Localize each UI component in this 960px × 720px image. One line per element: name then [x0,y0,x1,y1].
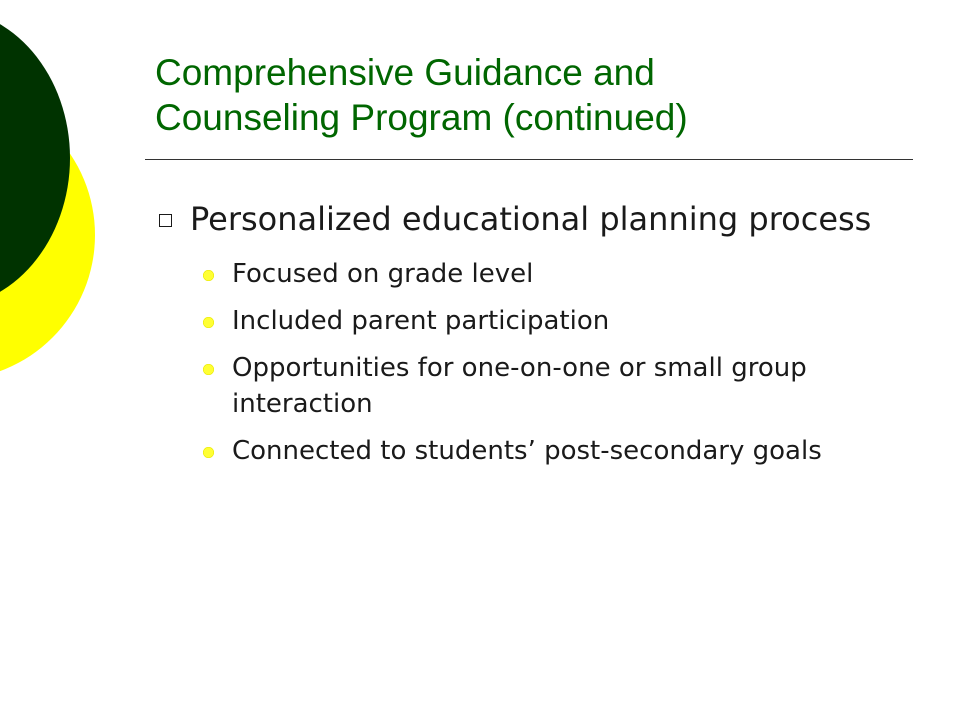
title-line-1: Comprehensive Guidance and [155,52,655,93]
slide-content [150,198,910,485]
yellow-dot-bullet-icon [203,364,214,375]
sub-bullet-text: Connected to students’ post-secondary goals [232,436,822,466]
yellow-dot-bullet-icon [203,317,214,328]
title-divider [145,159,913,160]
sub-bullet-text: Included parent participation [232,306,610,336]
sub-bullet-list [150,256,910,469]
yellow-dot-bullet-icon [203,447,214,458]
sub-bullet-item [150,256,910,292]
title-line-2: Counseling Program (continued) [155,97,688,138]
main-bullet-item [150,198,910,240]
sub-bullet-item [150,433,910,469]
yellow-dot-bullet-icon [203,270,214,281]
sub-bullet-item [150,303,910,339]
sub-bullet-text: Opportunities for one-on-one or small group interaction [232,353,807,419]
hollow-square-bullet-icon [159,214,172,227]
sub-bullet-item [150,350,910,422]
sub-bullet-text: Focused on grade level [232,259,534,289]
slide-title [155,50,915,140]
main-bullet-text: Personalized educational planning process [190,200,872,238]
